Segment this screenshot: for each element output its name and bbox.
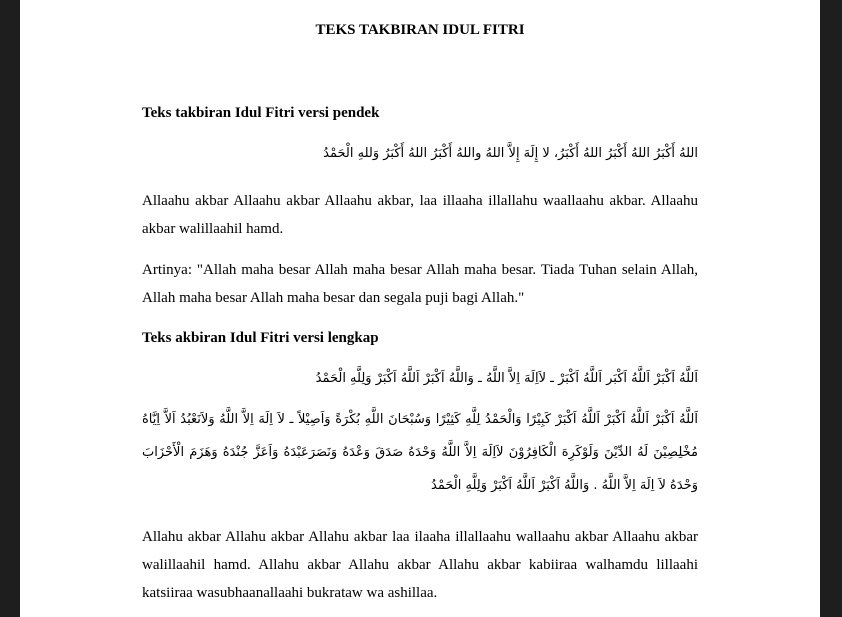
section-2-latin-text: Allahu akbar Allahu akbar Allahu akbar laa ilaaha illallaahu wallaahu akbar Allaahu akbar walillaahil hamd. Allahu akbar Allahu akbar Allahu akbar kabiiraa walhamdu lillaahi katsiiraa wasubhaanallaahi bukrataw wa ashillaa. (142, 529, 698, 601)
section-2-arabic-long-wrap (142, 403, 698, 502)
section-1-translation: Artinya: "Allah maha besar Allah maha besar Allah maha besar. Tiada Tuhan selain Allah, Allah maha besar Allah maha besar dan segala puji bagi Allah." (142, 262, 698, 306)
section-2-heading-wrap (142, 330, 698, 347)
section-1-translation-wrap (142, 256, 698, 312)
section-1-arabic-wrap (142, 146, 698, 161)
section-2-latin-wrap (142, 523, 698, 607)
section-2-arabic-short: اَللَّهُ اَكْبَرْ اَللَّهُ اَكْبَر اَللَّهُ اَكْبَرْ ـ لاَاِلَهَ اِلاَّ اللَّهُ ـ وَاللَّهُ اَكْبَرْ اَللَّهُ اَكْبَرْ وَلِلَّهِ الْحَمْدُ (315, 371, 698, 386)
section-1-heading-wrap (142, 105, 698, 122)
section-2-arabic-long: اَللَّهُ اَكْبَرْ اَللَّهُ اَكْبَرْ اَللَّهُ اَكْبَرْ كَبِيْرًا وَالْحَمْدُ لِلَّهِ كَثِيْرًا وَسُبْحَانَ اللَّهِ بُكْرَةً وَاَصِيْلاً ـ لاَ اِلَهَ اِلاَّ اللَّهُ وَلاَنَعْبُدُ اَلاَّ اِيَّاهُ مُخْلِصِيْنَ لَهُ الدِّيْنَ وَلَوْكَرِهَ الْكَافِرُوْنَ لاَاِلَهَ اِلاَّ اللَّهُ وَحْدَهُ صَدَقَ وَعْدَهُ وَنَصَرَعَبْدَهُ وَاَعَزَّ جُنْدَهُ وَهَزَمَ الْأَحْزَابَ وَحْدَهُ لاَ اِلَهَ اِلاَّ اللَّهُ . وَاللَّهُ اَكْبَرْ اَللَّهُ اَكْبَرْ وَلِلَّهِ الْحَمْدُ (142, 412, 698, 493)
section-1-latin-wrap (142, 187, 698, 243)
section-1-arabic-text: اللهُ أَكْبَرُ اللهُ أَكْبَرُ اللهُ أَكْبَرُ، لا إِلَهَ إِلاَّ اللهُ واللهُ أَكْبَرُ اللهُ أَكْبَرُ وَللهِ الْحَمْدُ (323, 146, 698, 161)
section-1-latin-text: Allaahu akbar Allaahu akbar Allaahu akbar, laa illaaha illallahu waallaahu akbar. Allaahu akbar walillaahil hamd. (142, 193, 698, 237)
section-2-arabic-short-wrap (142, 371, 698, 386)
document-page (20, 0, 820, 617)
section-2-heading: Teks akbiran Idul Fitri versi lengkap (142, 330, 379, 346)
page-title: TEKS TAKBIRAN IDUL FITRI (315, 22, 525, 38)
section-1-heading: Teks takbiran Idul Fitri versi pendek (142, 105, 380, 121)
